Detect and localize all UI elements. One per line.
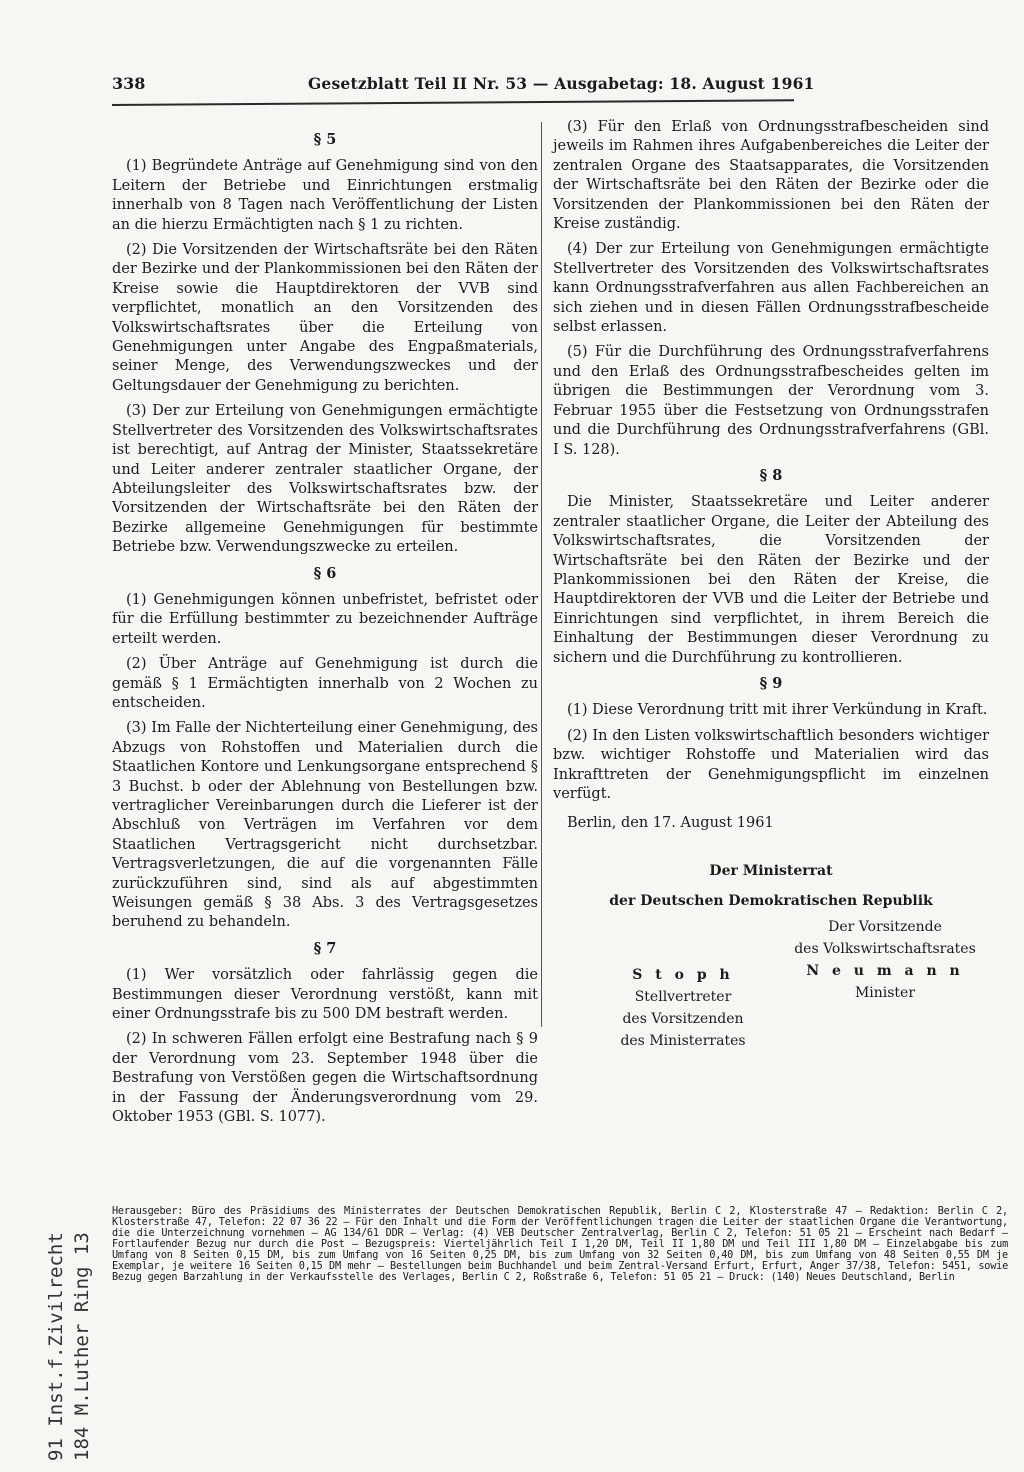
signatory-role: Minister	[854, 984, 916, 1001]
paragraph: (1) Genehmigungen können unbefristet, befristet oder für die Erfüllung bestimmter zu bezeichnender Aufträge erteilt werden.	[112, 591, 538, 647]
section-heading: § 7	[313, 939, 337, 957]
signatory-name: N e u m a n n	[806, 962, 964, 979]
paragraph: (2) Die Vorsitzenden der Wirtschaftsräte bei den Räten der Bezirke und der Plankommissionen bei den Räten der Kreise sowie die Hauptdirektoren der VVB sind verpflichtet, monatlich an den Vorsitzenden des Volkswirtschaftsrates über die Erteilung von Genehmigungen unter Angabe des Engpaßmaterials, seiner Menge, des Verwendungszweckes und der Geltungsdauer der Genehmigung zu berichten.	[112, 242, 538, 394]
gazette-title: Gesetzblatt Teil II Nr. 53 — Ausgabetag: 18. August 1961	[308, 74, 815, 93]
signatory-right	[785, 916, 985, 1004]
paragraph: (2) In schweren Fällen erfolgt eine Bestrafung nach § 9 der Verordnung vom 23. September 1948 über die Bestrafung von Verstößen gegen die Wirtschaftsordnung in der Fassung der Änderungsverordnung vom 29. Oktober 1953 (GBl. S. 1077).	[112, 1031, 538, 1126]
paragraph: (1) Diese Verordnung tritt mit ihrer Verkündung in Kraft.	[567, 702, 988, 719]
signatory-role: Stellvertreter	[634, 988, 732, 1005]
paragraph: (2) In den Listen volkswirtschaftlich besonders wichtiger bzw. wichtiger Rohstoffe und Materialien wird das Inkrafttreten der Genehmigungspflicht im einzelnen verfügt.	[553, 727, 989, 802]
left-column	[112, 124, 538, 1134]
section-heading: § 5	[313, 131, 337, 148]
paragraph: Die Minister, Staatssekretäre und Leiter anderer zentraler staatlicher Organe, die Leiter der Abteilung des Volkswirtschaftsrates, die Vorsitzenden der Wirtschaftsräte bei den Räten der Bezirke und der Plankommissionen bei den Räten der Kreise, die Hauptdirektoren der VVB und die Leiter der Betriebe und Einrichtungen sind verpflichtet, in ihrem Bereich die Einhaltung der Bestimmungen dieser Verordnung zu sichern und die Durchführung zu kontrollieren.	[553, 494, 989, 666]
paragraph: (4) Der zur Erteilung von Genehmigungen ermächtigte Stellvertreter des Vorsitzenden des Volkswirtschaftsrates kann Ordnungsstrafverfahren aus allen Fachbereichen an sich ziehen und in diesen Fällen Ordnungsstrafbescheide selbst erlassen.	[553, 241, 989, 336]
library-stamp	[43, 1181, 173, 1461]
paragraph: (3) Der zur Erteilung von Genehmigungen ermächtigte Stellvertreter des Vorsitzenden des Volkswirtschaftsrates ist berechtigt, auf Antrag der Minister, Staatssekretäre und Leiter anderer zentraler staatlicher Organe, der Abteilungsleiter des Volkswirtschaftsrates bzw. der Vorsitzenden der Wirtschaftsräte bei den Räten der Bezirke allgemeine Genehmigungen für bestimmte Betriebe bzw. Verwendungszwecke zu erteilen.	[112, 403, 538, 556]
page-header	[112, 74, 815, 98]
issuing-body	[553, 856, 989, 916]
signatory-name: S t o p h	[632, 966, 734, 983]
stamp-line: 91 Inst.f.Zivilrecht	[45, 1232, 67, 1461]
right-column	[553, 118, 989, 1049]
council-state: der Deutschen Demokratischen Republik	[609, 892, 933, 909]
column-divider	[541, 122, 542, 1027]
section-heading: § 8	[759, 466, 783, 484]
stamp-line: 184 M.Luther Ring 13	[71, 1232, 93, 1461]
place-date: Berlin, den 17. August 1961	[567, 815, 774, 832]
signature-block	[553, 916, 989, 1049]
signatory-role: des Ministerrates	[620, 1032, 746, 1049]
page-number: 338	[112, 74, 146, 93]
section-heading: § 6	[313, 564, 337, 582]
publisher-imprint: Herausgeber: Büro des Präsidiums des Ministerrates der Deutschen Demokratischen Republik, Berlin C 2, Klosterstraße 47 — Redaktion: Berlin C 2, Klosterstraße 47, Telefon: 22 07 36 22 — Für den Inhalt und die Form der Veröffentlichungen tragen die Leiter der staatlichen Organe die Verantwortung, die die Unterzeichnung vornehmen — AG 134/61 DDR — Verlag: (4) VEB Deutscher Zentralverlag, Berlin C 2, Telefon: 51 05 21 — Erscheint nach Bedarf — Fortlaufender Bezug nur durch die Post — Bezugspreis: Vierteljährlich Teil I 1,20 DM, Teil II 1,80 DM und Teil III 1,80 DM — Einzelabgabe bis zum Umfang von 8 Seiten 0,15 DM, bis zum Umfang von 16 Seiten 0,25 DM, bis zum Umfang von 32 Seiten 0,40 DM, bis zum Umfang von 48 Seiten 0,55 DM je Exemplar, je weitere 16 Seiten 0,15 DM mehr — Bestellungen beim Buchhandel und beim Zentral-Versand Erfurt, Erfurt, Anger 37/38, Telefon: 5451, sowie Bezug gegen Barzahlung in der Verkaufsstelle des Verlages, Berlin C 2, Roßstraße 6, Telefon: 51 05 21 — Druck: (140) Neues Deutschland, Berlin	[112, 1206, 1008, 1283]
council-name: Der Ministerrat	[709, 862, 833, 879]
header-rule	[112, 99, 794, 106]
paragraph: (2) Über Anträge auf Genehmigung ist durch die gemäß § 1 Ermächtigten innerhalb von 2 Wochen zu entscheiden.	[112, 656, 538, 711]
section-heading: § 9	[759, 674, 783, 692]
paragraph: (1) Begründete Anträge auf Genehmigung sind von den Leitern der Betriebe und Einrichtungen erstmalig innerhalb von 8 Tagen nach Veröffentlichung der Listen an die hierzu Ermächtigten nach § 1 zu richten.	[112, 158, 538, 233]
paragraph: (3) Im Falle der Nichterteilung einer Genehmigung, des Abzugs von Rohstoffen und Materialien durch die Staatlichen Kontore und Lenkungsorgane entsprechend § 3 Buchst. b oder der Ablehnung von Bestellungen bzw. vertraglicher Vereinbarungen durch die Lieferer ist der Abschluß von Verträgen im Verfahren vor dem Staatlichen Vertragsgericht nicht durchsetzbar. Vertragsverletzungen, die auf die vorgenannten Fälle zurückzuführen sind, sind als auf abgestimmten Weisungen gemäß § 38 Abs. 3 des Vertragsgesetzes beruhend zu behandeln.	[112, 720, 538, 931]
paragraph: (1) Wer vorsätzlich oder fahrlässig gegen die Bestimmungen dieser Verordnung verstößt, kann mit einer Ordnungsstrafe bis zu 500 DM bestraft werden.	[112, 967, 538, 1023]
signatory-role: des Vorsitzenden	[622, 1010, 744, 1027]
paragraph: (5) Für die Durchführung des Ordnungsstrafverfahrens und den Erlaß des Ordnungsstrafbescheides gelten im übrigen die Bestimmungen der Verordnung vom 3. Februar 1955 über die Festsetzung von Ordnungsstrafen und die Durchführung des Ordnungsstrafverfahrens (GBl. I S. 128).	[553, 344, 989, 458]
signatory-left	[583, 964, 783, 1052]
paragraph: (3) Für den Erlaß von Ordnungsstrafbescheiden sind jeweils im Rahmen ihres Aufgabenbereiches die Leiter der zentralen Organe des Staatsapparates, die Vorsitzenden der Wirtschaftsräte bei den Räten der Bezirke oder die Vorsitzenden der Plankommissionen bei den Räten der Kreise zuständig.	[553, 119, 989, 233]
signatory-title: des Volkswirtschaftsrates	[794, 940, 976, 957]
signatory-title: Der Vorsitzende	[828, 918, 942, 935]
